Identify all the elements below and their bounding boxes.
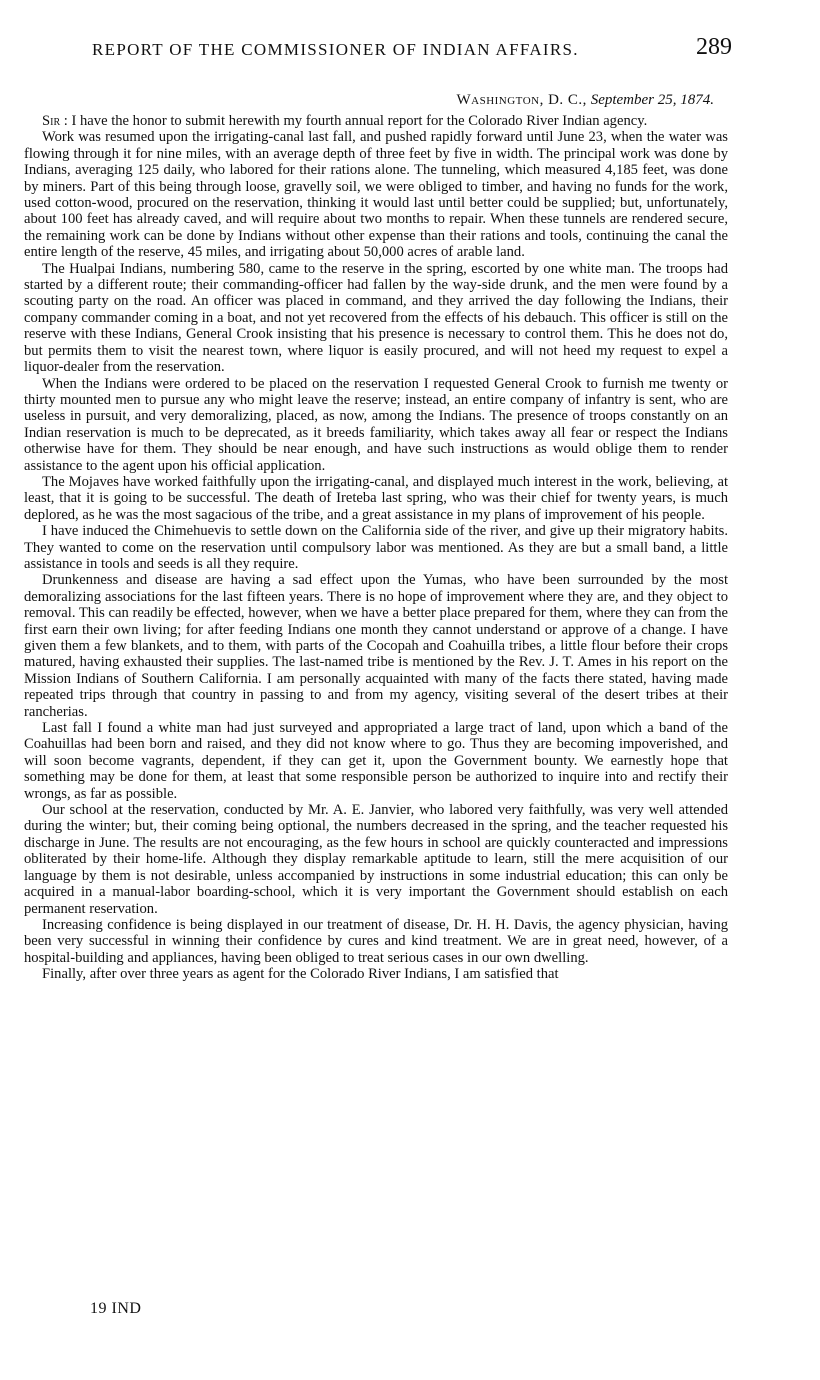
header-title: REPORT OF THE COMMISSIONER OF INDIAN AFFAIRS.: [92, 40, 579, 59]
paragraph: Drunkenness and disease are having a sad effect upon the Yumas, who have been surrounded by the most demoralizing associations for the last fifteen years. There is no hope of improvement where they are, and they object to removal. This can readily be effected, however, when we have a better place prepared for them, where they can from the first earn their own living; for after feeding Indians one month they cannot understand or approve of a change. I have given them a few blankets, and to them, with parts of the Cocopah and Coahuilla tribes, a little flour before their crops matured, having exhausted their supplies. The last-named tribe is mentioned by the Rev. J. T. Ames in his report on the Mission Indians of Southern California. I am personally acquainted with many of the facts there stated, having made repeated trips through that country in passing to and from my agency, visiting several of the desert tribes at their rancherias.: [24, 572, 728, 720]
document-page: [24, 34, 732, 983]
paragraph: Work was resumed upon the irrigating-canal last fall, and pushed rapidly forward until June 23, when the water was flowing through it for nine miles, with an average depth of three feet by five in width. The principal work was done by Indians, averaging 125 daily, who labored for their rations alone. The tunneling, which measured 4,185 feet, was done by miners. Part of this being through loose, gravelly soil, we were obliged to timber, and having no funds for the work, used cotton-wood, procured on the reservation, thinking it would last until better could be supplied; but, unfortunately, about 100 feet has already caved, and will require about two months to repair. When these tunnels are rendered secure, the remaining work can be done by Indians without other expense than their rations and tools, continuing the canal the entire length of the reserve, 45 miles, and irrigating about 50,000 acres of arable land.: [24, 129, 728, 261]
report-body: [24, 113, 728, 983]
running-header: [92, 34, 732, 80]
paragraph: [24, 113, 728, 129]
paragraph: The Hualpai Indians, numbering 580, came to the reserve in the spring, escorted by one white man. The troops had started by a different route; their commanding-officer had fallen by the way-side drunk, and the men were found by a scouting party on the road. An officer was placed in command, and they arrived the day following the Indians, their company commander coming in a boat, and not yet recovered from the effects of his debauch. This officer is still on the reserve with these Indians, General Crook insisting that his presence is necessary to control them. This he does not do, but permits them to visit the nearest town, where liquor is easily procured, and will not heed my request to expel a liquor-dealer from the reservation.: [24, 260, 728, 376]
dateline-place: Washington, D. C.,: [456, 92, 587, 108]
paragraph: Finally, after over three years as agent for the Colorado River Indians, I am satisfied that: [42, 966, 559, 983]
dateline: [24, 92, 728, 109]
paragraph: Increasing confidence is being displayed in our treatment of disease, Dr. H. H. Davis, the agency physician, having been very successful in winning their confidence by cures and kind treatment. We are in great need, however, of a hospital-building and appliances, having been obliged to treat serious cases in our own dwelling.: [24, 916, 728, 966]
paragraph: The Mojaves have worked faithfully upon the irrigating-canal, and displayed much interest in the work, believing, at least, that it is going to be successful. The death of Ireteba last spring, who was their chief for twenty years, is much deplored, as he was the most sagacious of the tribe, and a great assistance in my plans of improvement of his people.: [24, 473, 728, 523]
paragraph: Last fall I found a white man had just surveyed and appropriated a large tract of land, upon which a band of the Coahuillas had been born and raised, and they did not know where to go. Thus they are becoming impoverished, and will soon become vagrants, dependent, if they can get it, upon the Government bounty. We earnestly hope that something may be done for them, at least that some responsible person be authorized to inquire into and rectify their wrongs, as far as possible.: [24, 720, 728, 802]
paragraph: Our school at the reservation, conducted by Mr. A. E. Janvier, who labored very faithfully, was very well attended during the winter; but, their coming being optional, the numbers decreased in the spring, and the teacher requested his discharge in June. The results are not encouraging, as the few hours in school are quickly counteracted and impressions obliterated by their home-life. Although they display remarkable aptitude to learn, still the mere acquisition of our language by them is not desirable, unless accompanied by instructions in some industrial education; this can only be acquired in a manual-labor boarding-school, which it is very important the Government should establish on each permanent reservation.: [24, 802, 728, 917]
salutation: Sir :: [42, 113, 68, 129]
paragraph: I have induced the Chimehuevis to settle down on the California side of the river, and give up their migratory habits. They wanted to come on the reservation until compulsory labor was mentioned. As they are but a small band, a little assistance in tools and seeds is all they require.: [24, 523, 728, 572]
paragraph-text: I have the honor to submit herewith my fourth annual report for the Colorado River Indian agency.: [71, 113, 648, 129]
signature-mark: 19 IND: [90, 1300, 142, 1317]
dateline-date: September 25, 1874.: [590, 92, 714, 108]
page-number: 289: [696, 34, 732, 60]
paragraph: When the Indians were ordered to be placed on the reservation I requested General Crook to furnish me twenty or thirty mounted men to pursue any who might leave the reserve; instead, an entire company of infantry is sent, who are useless in pursuit, and very demoralizing, placed, as now, among the Indians. The presence of troops constantly on an Indian reservation is much to be deprecated, as it breeds familiarity, which takes away all fear or respect the Indians otherwise have for them. They should be near enough, and have such instructions as would oblige them to render assistance to the agent upon his official application.: [24, 375, 728, 474]
